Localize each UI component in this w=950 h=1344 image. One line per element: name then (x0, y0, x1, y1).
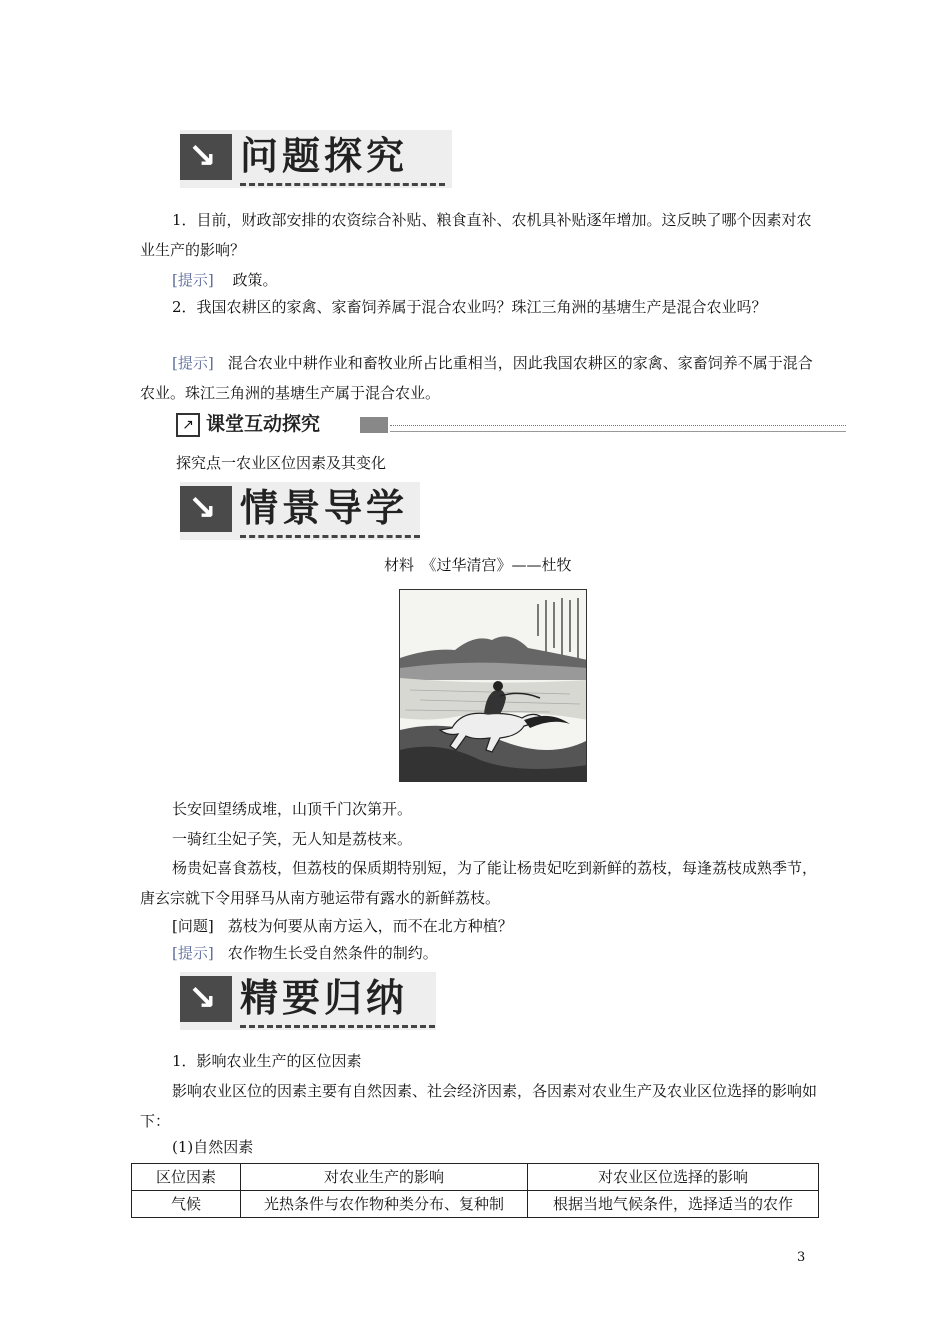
banner-jingyao-guina (180, 972, 436, 1030)
pencil-icon: ↗ (176, 413, 200, 437)
table-header-row (132, 1164, 819, 1191)
summary-intro: 影响农业区位的因素主要有自然因素、社会经济因素，各因素对农业生产及农业区位选择的影响如下： (140, 1082, 818, 1130)
hint-1 (140, 265, 820, 295)
hint-tag: [提示] (172, 354, 214, 372)
banner-title: 问题探究 (240, 134, 409, 178)
hint-tag: [提示] (172, 944, 214, 962)
section-title: 课堂互动探究 (206, 413, 321, 435)
hint-text: 政策。 (232, 271, 278, 289)
hint-2 (140, 348, 820, 408)
question-tag: [问题] (172, 917, 214, 935)
banner-title: 精要归纳 (240, 976, 409, 1020)
factors-table (131, 1163, 819, 1218)
arrow-icon: ↘ (180, 486, 232, 532)
question-text: 荔枝为何要从南方运入，而不在北方种植？ (227, 917, 513, 935)
summary-heading: 1．影响农业生产的区位因素 (172, 1052, 362, 1070)
topic-title: 探究点一农业区位因素及其变化 (176, 454, 387, 472)
table-header: 区位因素 (132, 1164, 241, 1191)
question-line (140, 911, 820, 941)
poem-line-1: 长安回望绣成堆，山顶千门次第开。 (172, 800, 413, 818)
table-row (132, 1191, 819, 1218)
arrow-icon: ↘ (180, 134, 232, 180)
banner-qingjing-daoxue (180, 482, 420, 540)
table-header: 对农业区位选择的影响 (528, 1164, 819, 1191)
table-cell: 气候 (132, 1191, 241, 1218)
banner-title: 情景导学 (240, 486, 409, 530)
answer-line (140, 938, 820, 968)
section-banner (176, 407, 846, 441)
hint-text: 农作物生长受自然条件的制约。 (227, 944, 438, 962)
summary-sub: (1)自然因素 (172, 1138, 254, 1156)
table-header: 对农业生产的影响 (241, 1164, 528, 1191)
arrow-icon: ↘ (180, 976, 232, 1022)
table-cell: 光热条件与农作物种类分布、复种制 (241, 1191, 528, 1218)
material-caption: 材料 《过华清宫》——杜牧 (384, 556, 572, 574)
poem-line-2: 一骑红尘妃子笑，无人知是荔枝来。 (172, 830, 413, 848)
table-cell: 根据当地气候条件，选择适当的农作 (528, 1191, 819, 1218)
hint-text: 混合农业中耕作业和畜牧业所占比重相当，因此我国农耕区的家禽、家畜饲养不属于混合农业。珠江三角洲的基塘生产属于混合农业。 (140, 354, 813, 402)
story-paragraph: 杨贵妃喜食荔枝，但荔枝的保质期特别短，为了能让杨贵妃吃到新鲜的荔枝，每逢荔枝成熟季节，唐玄宗就下令用驿马从南方驰运带有露水的新鲜荔枝。 (140, 859, 818, 907)
hint-tag: [提示] (172, 271, 214, 289)
horse-rider-illustration (399, 589, 587, 782)
question-2: 2．我国农耕区的家禽、家畜饲养属于混合农业吗？珠江三角洲的基塘生产是混合农业吗？ (172, 298, 767, 316)
page-number: 3 (797, 1250, 806, 1265)
question-1: 1．目前，财政部安排的农资综合补贴、粮食直补、农机具补贴逐年增加。这反映了哪个因素对农业生产的影响？ (140, 211, 812, 259)
banner-wenti-tanjiu (180, 130, 452, 188)
